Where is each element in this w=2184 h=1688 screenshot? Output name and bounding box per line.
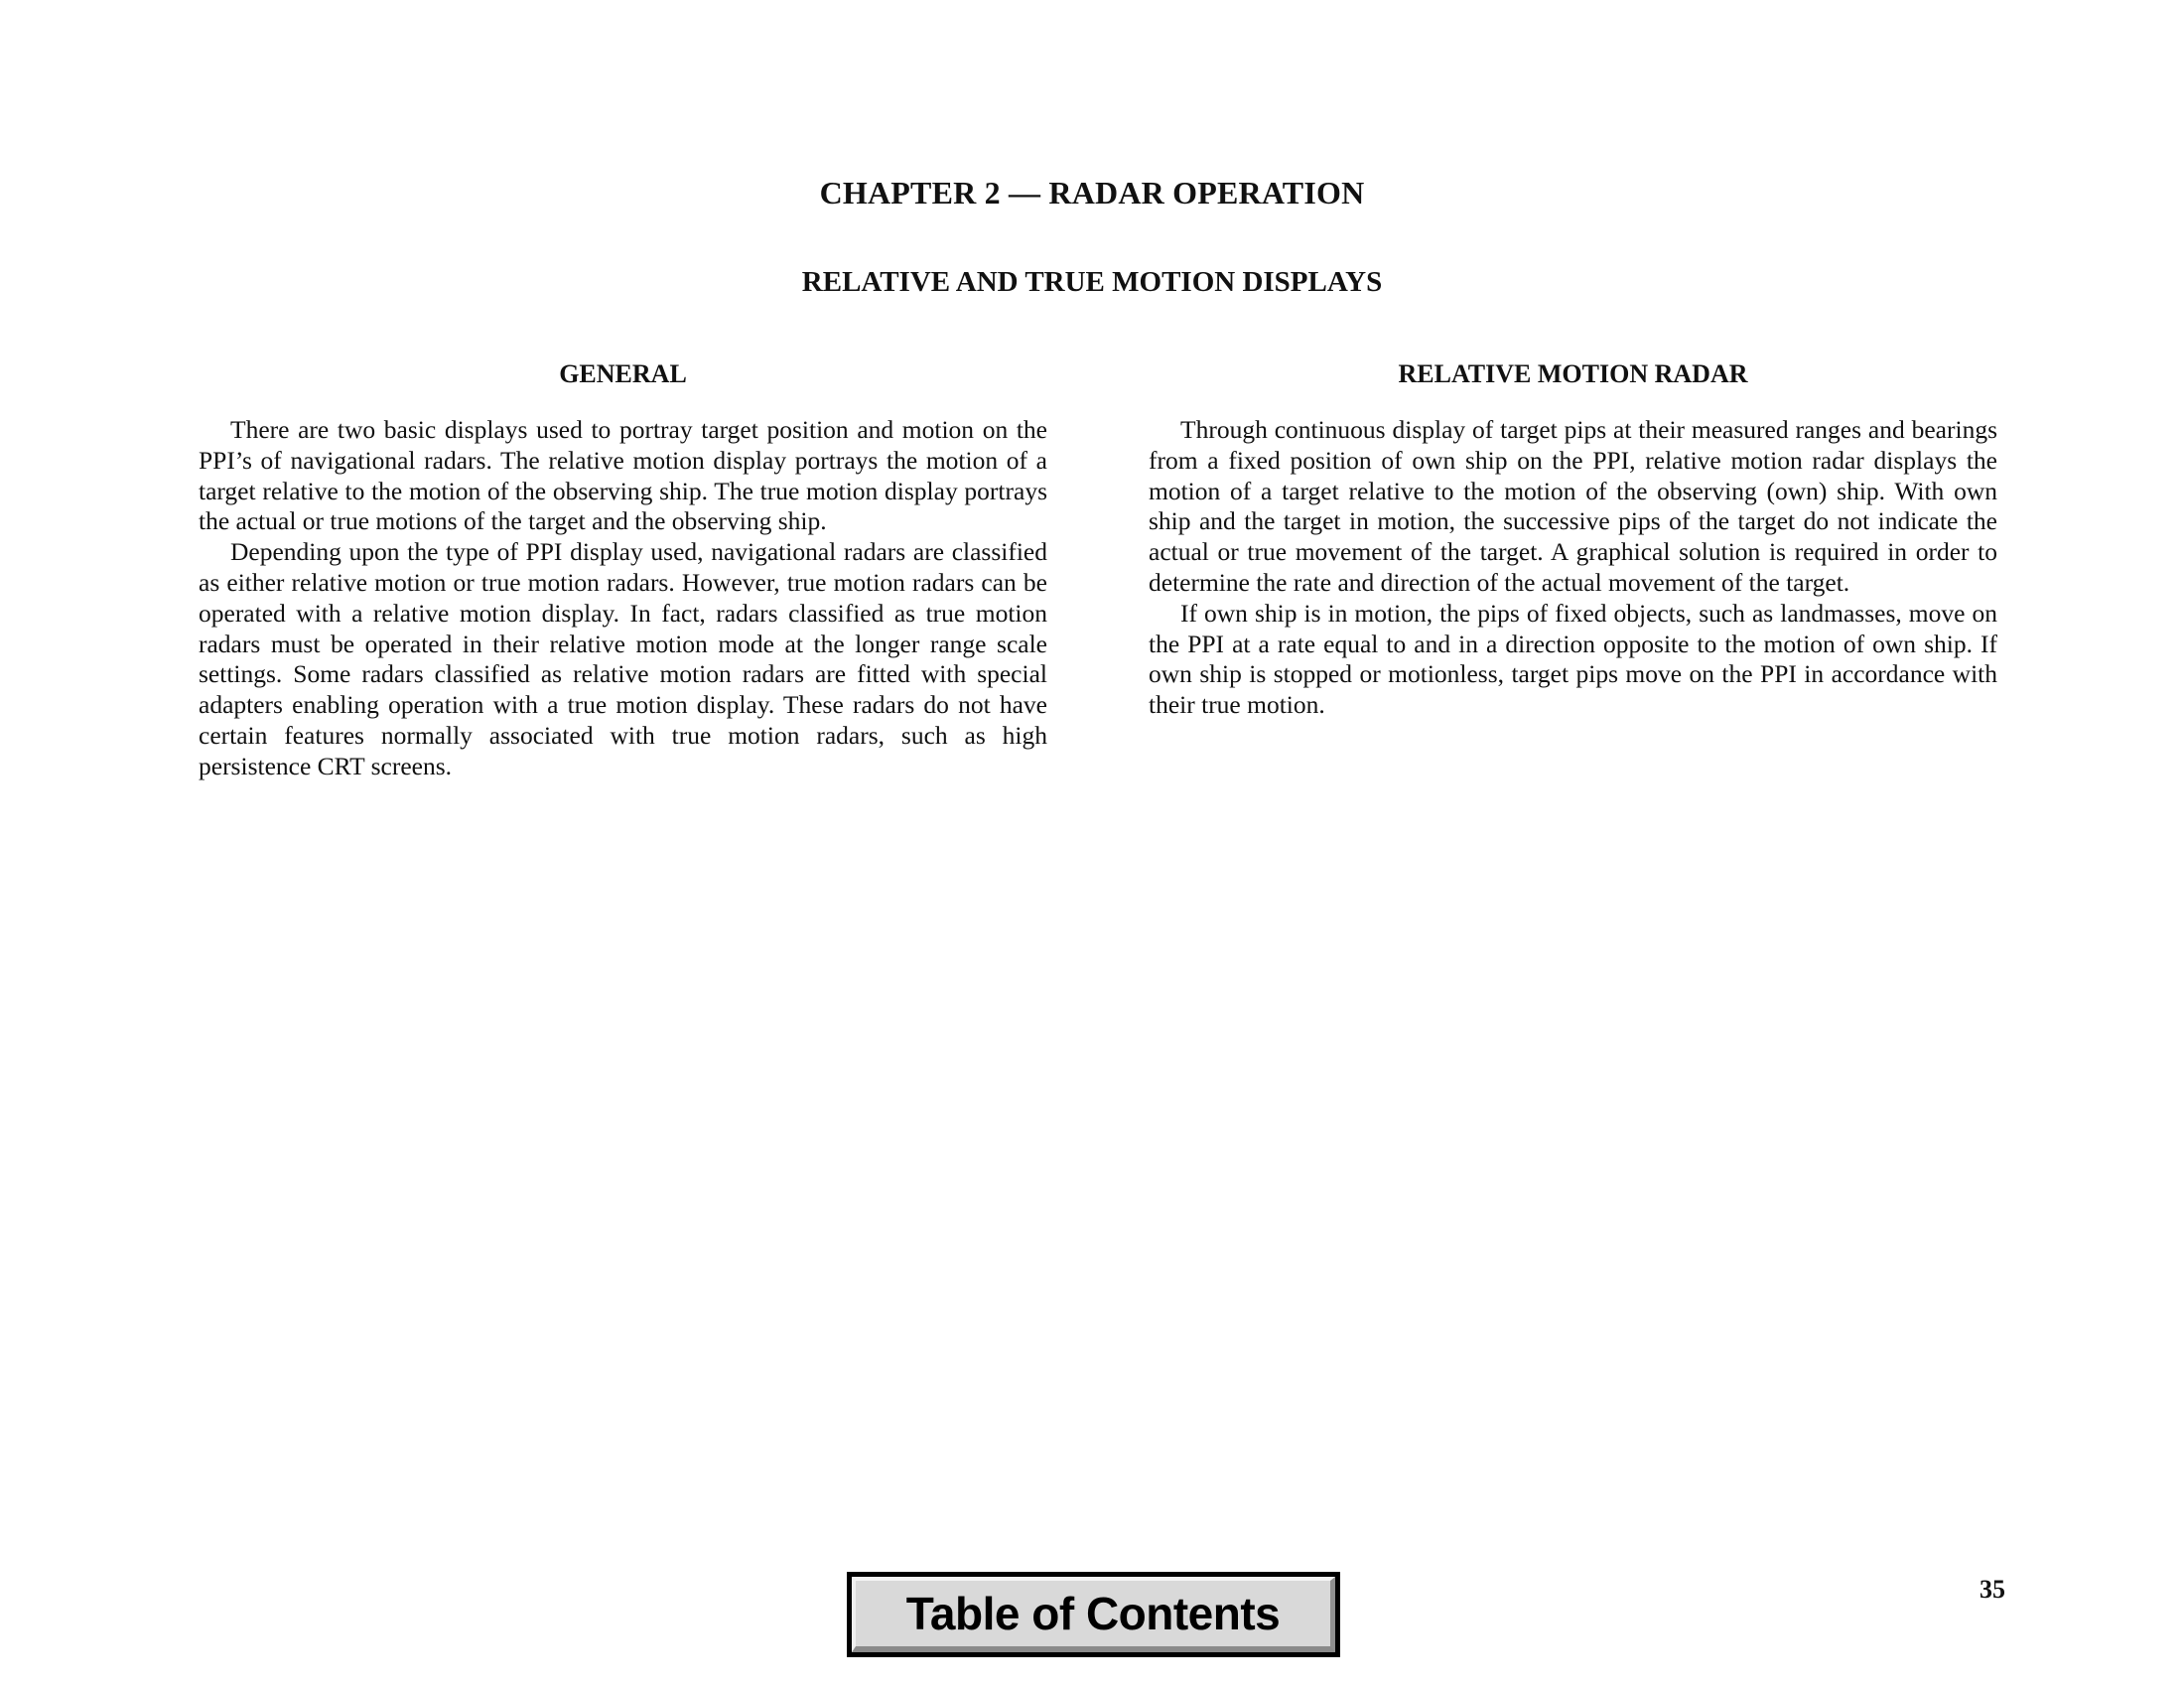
paragraph: There are two basic displays used to portray target position and motion on the PPI’s of navigational radars. The relative motion display portrays the motion of a target relative to the motion of the observing ship. The true motion display portrays the actual or true motions of the target and the observing ship. bbox=[199, 415, 1047, 536]
paragraph: Depending upon the type of PPI display used, navigational radars are classified as either relative motion or true motion radars. However, true motion radars can be operated with a relative motion display. In fact, radars classified as true motion radars must be operated in their relative motion mode at the longer range scale settings. Some radars classified as relative motion radars are fitted with special adapters enabling operation with a true motion display. These radars do not have certain features normally associated with true motion radars, such as high persistence CRT screens. bbox=[199, 537, 1047, 780]
table-of-contents-button[interactable] bbox=[847, 1572, 1340, 1657]
column-general bbox=[199, 359, 1047, 782]
page-number: 35 bbox=[1979, 1575, 2005, 1604]
heading-relative-motion-radar: RELATIVE MOTION RADAR bbox=[1398, 359, 1748, 388]
section-title: RELATIVE AND TRUE MOTION DISPLAYS bbox=[801, 266, 1383, 298]
paragraph: If own ship is in motion, the pips of fixed objects, such as landmasses, move on the PPI at a rate equal to and in a direction opposite to the motion of own ship. If own ship is stopped or motionless, target pips move on the PPI in accordance with their true motion. bbox=[1149, 598, 1997, 720]
paragraph: Through continuous display of target pips at their measured ranges and bearings from a fixed position of own ship on the PPI, relative motion radar displays the motion of a target relative to the motion of the observing (own) ship. With own ship and the target in motion, the successive pips of the target do not indicate the actual or true movement of the target. A graphical solution is required in order to determine the rate and direction of the actual movement of the target. bbox=[1149, 415, 1997, 597]
table-of-contents-button-face[interactable] bbox=[852, 1577, 1335, 1652]
chapter-title: CHAPTER 2 — RADAR OPERATION bbox=[819, 175, 1365, 211]
heading-general: GENERAL bbox=[559, 359, 687, 388]
table-of-contents-label: Table of Contents bbox=[905, 1588, 1281, 1639]
column-relative-motion-radar bbox=[1149, 359, 1997, 721]
